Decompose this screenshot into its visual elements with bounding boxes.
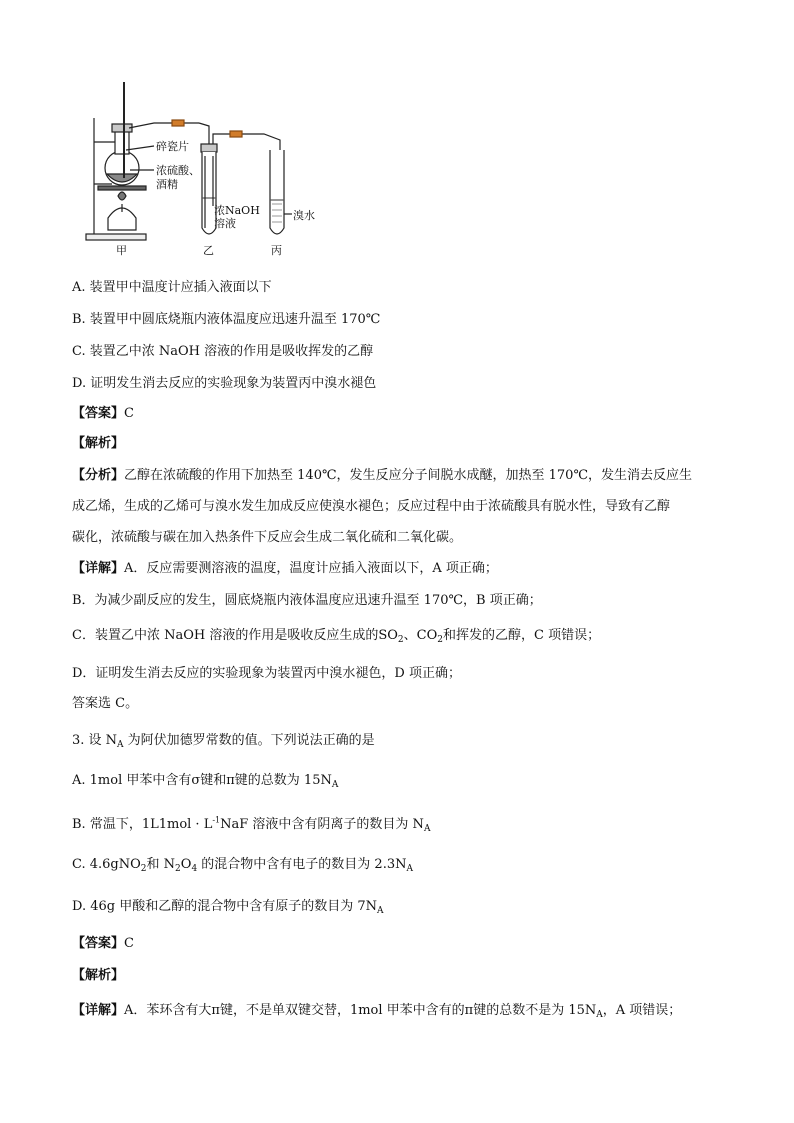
label-acid-line1: 浓硫酸、: [156, 164, 200, 177]
q3-stem: 3. 设 $N_A$ 为阿伏加德罗常数的值。下列说法正确的是: [72, 733, 375, 750]
q2-detail-c-pre: C．装置乙中浓 NaOH 溶液的作用是吸收反应生成的: [72, 628, 379, 643]
label-acid-line2: 酒精: [156, 178, 178, 191]
label-broken-porcelain: 碎瓷片: [156, 140, 189, 153]
q2-detail-a: A．反应需要测溶液的温度，温度计应插入液面以下，A 项正确；: [124, 561, 498, 576]
q3-detail-a-line: 【详解】A．苯环含有大π键，不是单双键交替，1mol 甲苯中含有的π键的总数不是为 $15N_A$，A 项错误；: [72, 1003, 682, 1020]
q2-detail-c-post: 和挥发的乙醇，C 项错误；: [443, 628, 601, 643]
q2-fenxi-line2: 成乙烯，生成的乙烯可与溴水发生加成反应使溴水褪色；反应过程中由于浓硫酸具有脱水性，导致有乙醇: [72, 499, 671, 514]
q2-answer-line: [72, 402, 134, 421]
q2-detail-b: B．为减少副反应的发生，圆底烧瓶内液体温度应迅速升温至 170℃，B 项正确；: [72, 593, 542, 608]
q3-answer-tag: 【答案】: [72, 936, 125, 951]
q2-so2: $SO_2$: [378, 628, 404, 645]
apparatus-figure: [84, 78, 346, 256]
q2-conclusion: 答案选 C。: [72, 696, 139, 711]
label-naoh-line1: 浓NaOH: [214, 204, 260, 217]
q3-analysis-tag: 【解析】: [72, 968, 125, 983]
label-yi: 乙: [203, 244, 214, 257]
q3-answer-value: C: [124, 936, 134, 951]
q3-option-a: A. 1mol 甲苯中含有σ键和π键的总数为 $15N_A$: [72, 773, 339, 790]
q2-option-d: D. 证明发生消去反应的实验现象为装置丙中溴水褪色: [72, 376, 377, 391]
q2-detail-c-sep: 、: [403, 628, 417, 643]
label-naoh-line2: 溶液: [214, 217, 236, 230]
q3-detail-tag: 【详解】: [72, 1003, 125, 1018]
q2-option-a: A. 装置甲中温度计应插入液面以下: [72, 280, 272, 295]
label-jia: 甲: [116, 244, 127, 257]
label-bing: 丙: [271, 244, 282, 257]
q2-detail-tag: 【详解】: [72, 561, 125, 576]
q2-fenxi-line1: [72, 464, 692, 483]
q2-fenxi-tag: 【分析】: [72, 468, 125, 483]
q2-option-c: C. 装置乙中浓 NaOH 溶液的作用是吸收挥发的乙醇: [72, 344, 374, 359]
q2-answer-value: C: [124, 406, 134, 421]
q2-option-b: B. 装置甲中圆底烧瓶内液体温度应迅速升温至 170℃: [72, 312, 381, 327]
q2-analysis-tag: 【解析】: [72, 436, 125, 451]
q2-detail-d: D．证明发生消去反应的实验现象为装置丙中溴水褪色，D 项正确；: [72, 666, 461, 681]
q2-answer-tag: 【答案】: [72, 406, 125, 421]
q3-option-c: C. 4.6gNO$_2$和 $N_2O_4$ 的混合物中含有电子的数目为 $2.3N_A$: [72, 857, 413, 874]
q2-fenxi-line3: 碳化，浓硫酸与碳在加入热条件下反应会生成二氧化硫和二氧化碳。: [72, 530, 463, 545]
q2-detail-a-line: [72, 557, 498, 576]
q3-option-d: D. 46g 甲酸和乙醇的混合物中含有原子的数目为 $7N_A$: [72, 899, 384, 916]
q2-fenxi-text1: 乙醇在浓硫酸的作用下加热至 140℃，发生反应分子间脱水成醚，加热至 170℃，发生消去反应生: [124, 468, 692, 483]
q3-option-b: B. 常温下，$1L1mol \cdot L^{-1}NaF$ 溶液中含有阴离子的数目为 $N_A$: [72, 815, 431, 834]
q3-answer-line: [72, 932, 134, 951]
q2-detail-c-line: [72, 624, 600, 645]
q2-co2: $CO_2$: [416, 628, 444, 645]
label-bromine-water: 溴水: [293, 209, 315, 222]
